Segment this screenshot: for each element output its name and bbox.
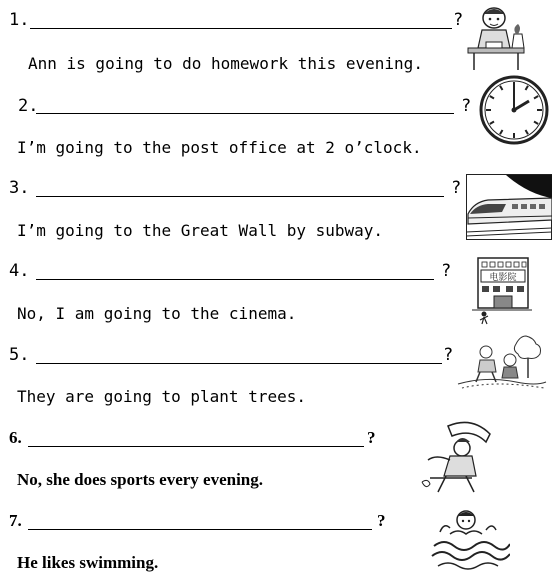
item-7-question-mark: ? xyxy=(377,511,386,530)
subway-train-icon xyxy=(466,174,552,240)
item-2-answer-line[interactable] xyxy=(36,113,454,114)
item-1-question-mark: ? xyxy=(453,10,464,30)
item-5-question-mark: ? xyxy=(443,345,454,365)
item-7-answer-text: He likes swimming. xyxy=(17,553,159,572)
girl-exercising-icon xyxy=(416,420,496,500)
item-4-answer-line[interactable] xyxy=(36,279,434,280)
item-5-answer-text: They are going to plant trees. xyxy=(17,387,306,406)
item-1-answer-line[interactable] xyxy=(30,28,452,29)
item-6-question-mark: ? xyxy=(367,428,376,447)
item-5-answer-line[interactable] xyxy=(36,363,442,364)
item-5-number: 5. xyxy=(9,345,30,365)
clock-icon xyxy=(478,74,550,146)
item-2-answer-text: I’m going to the post office at 2 o’clock. xyxy=(17,138,422,157)
item-4-answer-text: No, I am going to the cinema. xyxy=(17,304,297,323)
item-3-answer-text: I’m going to the Great Wall by subway. xyxy=(17,221,384,240)
item-6-answer-line[interactable] xyxy=(28,446,364,447)
girl-doing-homework-icon xyxy=(464,4,528,72)
item-2-question-mark: ? xyxy=(461,96,472,116)
item-3-answer-line[interactable] xyxy=(36,196,444,197)
item-1-answer-text: Ann is going to do homework this evening. xyxy=(28,54,423,73)
cinema-sign: 电影院 xyxy=(489,273,517,283)
item-4-question-mark: ? xyxy=(441,261,452,281)
item-2-number: 2. xyxy=(18,96,39,116)
item-7-answer-line[interactable] xyxy=(28,529,372,530)
item-1-number: 1. xyxy=(9,10,30,30)
cinema-building-icon xyxy=(466,254,536,328)
boy-swimming-icon xyxy=(430,504,510,574)
item-6-number: 6. xyxy=(9,428,22,447)
item-3-question-mark: ? xyxy=(451,178,462,198)
item-3-number: 3. xyxy=(9,178,30,198)
children-planting-trees-icon xyxy=(456,334,548,392)
item-7-number: 7. xyxy=(9,511,22,530)
item-6-answer-text: No, she does sports every evening. xyxy=(17,470,264,489)
item-4-number: 4. xyxy=(9,261,30,281)
